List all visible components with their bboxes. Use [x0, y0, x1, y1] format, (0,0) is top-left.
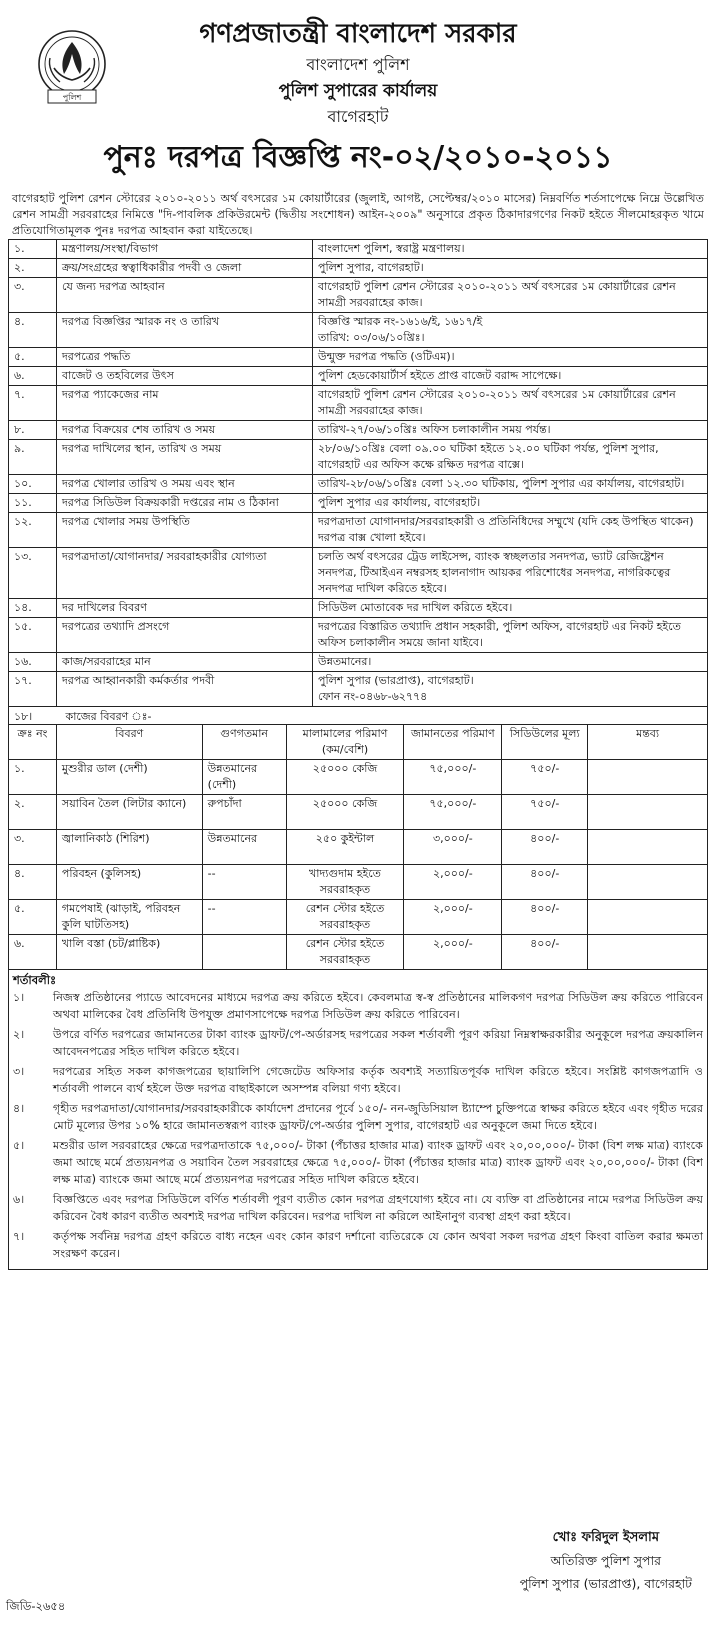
- info-value-line: সিডিউল মোতাবেক দর দাখিল করিতে হইবে।: [318, 601, 513, 614]
- info-row: [9, 440, 708, 475]
- info-row-label: দরপত্র খোলার তারিখ ও সময় এবং স্থান: [57, 475, 313, 494]
- info-row-label: দরপত্র প্যাকেজের নাম: [57, 386, 313, 421]
- condition-item: [13, 1228, 703, 1262]
- item-number: ১.: [9, 760, 57, 795]
- info-row: [9, 421, 708, 440]
- item-schedule-price: ৭৫০/-: [502, 795, 588, 830]
- info-row-label: দরপত্র খোলার সময় উপস্থিতি: [57, 513, 313, 548]
- condition-text: নিজস্ব প্রতিষ্ঠানের প্যাডে আবেদনের মাধ্যমে দরপত্র ক্রয় করিতে হইবে। কেবলমাত্র স্ব-স্ব প্রতিষ্ঠানের মালিকগণ দরপত্র সিডিউল ক্রয় করিতে পারিবেন অথবা মালিকের বৈধ প্রতিনিধি উপযুক্ত প্রমাণসাপেক্ষে দরপত্র সিডিউল ক্রয় করিতে পারিবেন।: [53, 991, 703, 1021]
- info-row-label: দরপত্রের পদ্ধতি: [57, 348, 313, 367]
- signatory-designation: অতিরিক্ত পুলিশ সুপার: [550, 1553, 661, 1568]
- work-table-header: মন্তব্য: [588, 725, 708, 760]
- info-row-number: ৫.: [9, 348, 57, 367]
- info-value-line: উন্নতমানের।: [318, 655, 372, 668]
- info-row-label: দরপত্র দাখিলের স্থান, তারিখ ও সময়: [57, 440, 313, 475]
- work-table-header: জামানতের পরিমাণ: [404, 725, 502, 760]
- info-row: [9, 259, 708, 278]
- item-security: ৭৫,০০০/-: [404, 795, 502, 830]
- work-table-row: [9, 935, 708, 970]
- work-table-header: মালামালের পরিমাণ (কম/বেশি): [286, 725, 404, 760]
- info-value-line: পুলিশ হেডকোয়ার্টার্স হইতে প্রাপ্ত বাজেট বরাদ্দ সাপেক্ষে।: [318, 369, 562, 382]
- work-table-row: [9, 760, 708, 795]
- info-value-line: দরপত্রের বিস্তারিত তথ্যাদি প্রধান সহকারী, পুলিশ অফিস, বাগেরহাট এর নিকট হইতে অফিস চলাকালীন সময়ে জানা যাইবে।: [318, 620, 681, 649]
- item-security: ৭৫,০০০/-: [404, 760, 502, 795]
- info-row-number: ৯.: [9, 440, 57, 475]
- condition-number: ৩।: [13, 1065, 25, 1078]
- item-description: সয়াবিন তৈল (লিটার ক্যানে): [56, 795, 202, 830]
- info-row-value: [313, 599, 708, 618]
- item-schedule-price: ৪০০/-: [502, 830, 588, 865]
- info-row-number: ১৬.: [9, 653, 57, 672]
- condition-item: [13, 1100, 703, 1134]
- item-schedule-price: ৪০০/-: [502, 935, 588, 970]
- item-quality: উন্নতমানের: [202, 830, 286, 865]
- item-description: গমপেষাই (ঝাড়াই, পরিবহন কুলি ঘাটতিসহ): [56, 900, 202, 935]
- info-row-label: দরপত্র সিডিউল বিক্রয়কারী দপ্তরের নাম ও ঠিকানা: [57, 494, 313, 513]
- info-row-value: [313, 240, 708, 259]
- item-number: ৫.: [9, 900, 57, 935]
- item-remark: [588, 760, 708, 795]
- info-row-value: [313, 278, 708, 313]
- info-row: [9, 653, 708, 672]
- condition-item: [13, 1191, 703, 1225]
- condition-number: ৬।: [13, 1193, 25, 1206]
- info-value-line-2: ফোন নং-০৪৬৮-৬২৭৭৪: [318, 690, 428, 703]
- intro-paragraph: বাগেরহাট পুলিশ রেশন স্টোরের ২০১০-২০১১ অর্থ বৎসরের ১ম কোয়ার্টারের (জুলাই, আগষ্ট, সেপ্টেম্বর/২০১০ মাসের) নিম্নবর্ণিত শর্তসাপেক্ষে নিম্নে উল্লেখিত রেশন সামগ্রী সরবরাহের নিমিত্তে "দি-পাবলিক প্রকিউরমেন্ট (দ্বিতীয় সংশোধন) আইন-২০০৯" অনুসারে প্রকৃত ঠিকাদারগণের নিকট হইতে সীলমোহরকৃত খামে প্রতিযোগিতামূলক পুনঃ দরপত্র আহবান করা যাইতেছে।: [12, 192, 704, 237]
- info-row: [9, 313, 708, 348]
- info-row-number: ১১.: [9, 494, 57, 513]
- notice-header: [8, 6, 708, 191]
- info-value-line-2: তারিখ: ০৩/০৬/১০খ্রিঃ।: [318, 331, 425, 344]
- info-row-number: ১.: [9, 240, 57, 259]
- item-schedule-price: ৪০০/-: [502, 900, 588, 935]
- notice-title: পুনঃ দরপত্র বিজ্ঞপ্তি নং-০২/২০১০-২০১১: [103, 140, 613, 175]
- work-table-row: [9, 795, 708, 830]
- info-row-value: [313, 513, 708, 548]
- info-value-line: বিজ্ঞপ্তি স্মারক নং-১৬১৬/ই, ১৬১৭/ই: [318, 315, 483, 328]
- signatory-name: খোঃ ফরিদুল ইসলাম: [552, 1530, 660, 1545]
- info-row-value: [313, 386, 708, 421]
- work-details-table: [8, 724, 708, 970]
- item-quality: [202, 935, 286, 970]
- tender-notice: [8, 6, 708, 1620]
- work-table-header: গুণগতমান: [202, 725, 286, 760]
- conditions-heading: শর্তাবলীঃ: [13, 973, 57, 987]
- condition-text: উপরে বর্ণিত দরপত্রের জামানতের টাকা ব্যাংক ড্রাফট/পে-অর্ডারসহ দরপত্রের সকল শর্তাবলী পূরণ করিয়া নিম্নস্বাক্ষরকারীর অনুকূলে দরপত্র ক্রয়কালিন আবেদনপত্রের সহিত দাখিল করিতে হইবে।: [53, 1028, 703, 1058]
- condition-number: ৫।: [13, 1139, 25, 1152]
- info-row-label: দরপত্র বিক্রয়ের শেষ তারিখ ও সময়: [57, 421, 313, 440]
- condition-text: দরপত্রের সহিত সকল কাগজপত্রের ছায়ালিপি গেজেটেড অফিসার কর্তৃক অবশ্যই সত্যায়িতপূর্বক দাখিল করিতে হইবে। সংশ্লিষ্ট কাগজপত্রাদি ও শর্তাবলী পালনে ব্যর্থ হইলে উক্ত দরপত্র বাছাইকালে অসম্পন্ন বলিয়া গণ্য হইবে।: [53, 1065, 703, 1095]
- info-row-value: [313, 421, 708, 440]
- info-value-line: চলতি অর্থ বৎসরের ট্রেড লাইসেন্স, ব্যাংক স্বচ্ছলতার সনদপত্র, ভ্যাট রেজিষ্ট্রেশন সনদপত্র, টিআইএন নম্বরসহ হালনাগাদ আয়কর পরিশোধের সনদপত্র, নাগরিকত্বের সনদপত্র দাখিল করিতে হইবে।: [318, 550, 671, 595]
- condition-text: গৃহীত দরপত্রদাতা/যোগানদার/সরবরাহকারীকে কার্যাদেশ প্রদানের পূর্বে ১৫০/- নন-জুডিসিয়াল ষ্ট্যাম্পে চুক্তিপত্রে স্বাক্ষর করিতে হইবে এবং গৃহীত দরের মোট মূল্যের উপর ১০% হারে জামানতস্বরূপ ব্যাংক ড্রাফট/পে-অর্ডার পুলিশ সুপার, বাগেরহাট এর অনুকূলে জমা দিতে হইবে।: [53, 1102, 703, 1132]
- info-row-label: দরপত্রদাতা/যোগানদার/ সরবরাহকারীর যোগ্যতা: [57, 548, 313, 599]
- condition-text: কর্তৃপক্ষ সর্বনিম্ন দরপত্র গ্রহণ করিতে বাধ্য নহেন এবং কোন কারণ দর্শানো ব্যতিরেকে যে কোন অথবা সকল দরপত্র গ্রহণ কিংবা বাতিল করার ক্ষমতা সংরক্ষণ করেন।: [53, 1230, 703, 1260]
- info-row-label: যে জন্য দরপত্র আহবান: [57, 278, 313, 313]
- condition-text: মশুরীর ডাল সরবরাহের ক্ষেত্রে দরপত্রদাতাকে ৭৫,০০০/- টাকা (পঁচাত্তর হাজার মাত্র) ব্যাংক ড্রাফট এবং ২০,০০,০০০/- টাকা (বিশ লক্ষ মাত্র) ব্যাংকে জমা আছে মর্মে প্রত্যয়নপত্র ও সয়াবিন তৈল সরবরাহের ক্ষেত্রে ৭৫,০০০/- টাকা (পঁচাত্তর হাজার মাত্র) ব্যাংক ড্রাফট এবং ২০,০০,০০০/- টাকা (বিশ লক্ষ মাত্র) ব্যাংকে জমা আছে মর্মে প্রত্যয়নপত্র দরপত্রের সহিত দাখিল করিতে হইবে।: [53, 1139, 703, 1186]
- info-row-number: ১৫.: [9, 618, 57, 653]
- item-remark: [588, 830, 708, 865]
- signatory-office: পুলিশ সুপার (ভারপ্রাপ্ত), বাগেরহাট: [519, 1576, 692, 1591]
- info-row-value: [313, 313, 708, 348]
- item-description: খালি বস্তা (চট/প্লাষ্টিক): [56, 935, 202, 970]
- info-row: [9, 348, 708, 367]
- info-row: [9, 513, 708, 548]
- info-row: [9, 599, 708, 618]
- info-value-line: বাংলাদেশ পুলিশ, স্বরাষ্ট্র মন্ত্রণালয়।: [318, 242, 465, 255]
- condition-text: বিজ্ঞপ্তিতে এবং দরপত্র সিডিউলে বর্ণিত শর্তাবলী পূরণ ব্যতীত কোন দরপত্র গ্রহণযোগ্য হইবে না। যে ব্যক্তি বা প্রতিষ্ঠানের নামে দরপত্র সিডিউল ক্রয় করিবেন বৈধ কারণ ব্যতীত অবশ্যই দরপত্র দাখিল করিবেন। দরপত্র দাখিল না করিলে আইনানুগ ব্যবস্থা গ্রহণ করা হইবে।: [53, 1193, 703, 1223]
- info-row-number: ৩.: [9, 278, 57, 313]
- condition-number: ১।: [13, 991, 25, 1004]
- item-quality: রুপচাঁদা: [202, 795, 286, 830]
- info-row: [9, 240, 708, 259]
- work-table-header: ক্রঃ নং: [9, 725, 57, 760]
- item-remark: [588, 900, 708, 935]
- item-quality: উন্নতমানের (দেশী): [202, 760, 286, 795]
- info-row: [9, 494, 708, 513]
- info-row: [9, 672, 708, 707]
- work-details-number: ১৮।: [14, 710, 33, 723]
- item-quantity: রেশন স্টোর হইতে সরবরাহকৃত: [286, 935, 404, 970]
- work-details-heading: [8, 707, 708, 724]
- item-quality: --: [202, 900, 286, 935]
- police-emblem-logo: [34, 28, 110, 108]
- info-row-value: [313, 440, 708, 475]
- info-row-value: [313, 494, 708, 513]
- info-row: [9, 386, 708, 421]
- info-value-line: উন্মুক্ত দরপত্র পদ্ধতি (ওটিএম)।: [318, 350, 455, 363]
- condition-number: ৭।: [13, 1230, 25, 1243]
- work-table-header: বিবরণ: [56, 725, 202, 760]
- info-row-label: দরপত্র বিজ্ঞপ্তির স্মারক নং ও তারিখ: [57, 313, 313, 348]
- svg-text:পুলিশ: পুলিশ: [62, 93, 82, 102]
- info-row-value: [313, 259, 708, 278]
- info-value-line: তারিখ-২৮/০৬/১০খ্রিঃ বেলা ১২.৩০ ঘটিকায়, পুলিশ সুপার এর কার্যালয়, বাগেরহাট।: [318, 477, 685, 490]
- item-description: মুশুরীর ডাল (দেশী): [56, 760, 202, 795]
- item-quality: --: [202, 865, 286, 900]
- info-value-line: বাগেরহাট পুলিশ রেশন স্টোরের ২০১০-২০১১ অর্থ বৎসরের ১ম কোয়ার্টারের রেশন সামগ্রী সরবরাহের কাজ।: [318, 388, 676, 417]
- info-row-label: দরপত্রের তথ্যাদি প্রসংগে: [57, 618, 313, 653]
- item-description: জ্বালানিকাঠ (শিরিশ): [56, 830, 202, 865]
- item-remark: [588, 865, 708, 900]
- info-row-value: [313, 653, 708, 672]
- info-value-line: দরপত্রদাতা যোগানদার/সরবরাহকারী ও প্রতিনিধিদের সম্মুখে (যদি কেহ উপস্থিত থাকেন) দরপত্র বাক্স খোলা হইবে।: [318, 515, 694, 544]
- info-row-number: ১৭.: [9, 672, 57, 707]
- info-row-value: [313, 367, 708, 386]
- info-value-line: পুলিশ সুপার এর কার্যালয়, বাগেরহাট।: [318, 496, 481, 509]
- condition-number: ৪।: [13, 1102, 25, 1115]
- work-table-row: [9, 900, 708, 935]
- item-quantity: ২৫০০০ কেজি: [286, 760, 404, 795]
- condition-item: [13, 1063, 703, 1097]
- info-row-number: ৮.: [9, 421, 57, 440]
- gd-number: জিডি-২৬৫৪: [6, 1599, 66, 1613]
- item-security: ৩,০০০/-: [404, 830, 502, 865]
- info-row: [9, 618, 708, 653]
- info-row-label: দর দাখিলের বিবরণ: [57, 599, 313, 618]
- info-value-line: পুলিশ সুপার (ভারপ্রাপ্ত), বাগেরহাট।: [318, 674, 474, 687]
- item-remark: [588, 935, 708, 970]
- info-row-number: ১৪.: [9, 599, 57, 618]
- item-security: ২,০০০/-: [404, 900, 502, 935]
- condition-item: [13, 1137, 703, 1188]
- info-row-label: বাজেট ও তহবিলের উৎস: [57, 367, 313, 386]
- info-value-line: তারিখ-২৭/০৬/১০খ্রিঃ অফিস চলাকালীন সময় পর্যন্ত।: [318, 423, 551, 436]
- info-row: [9, 278, 708, 313]
- info-value-line: ২৮/০৬/১০খ্রিঃ বেলা ০৯.০০ ঘটিকা হইতে ১২.০০ ঘটিকা পর্যন্ত, পুলিশ সুপার, বাগেরহাট এর অফিস কক্ষে রক্ষিত দরপত্র বাক্সে।: [318, 442, 659, 471]
- item-quantity: খাদ্যগুদাম হইতে সরবরাহকৃত: [286, 865, 404, 900]
- item-security: ২,০০০/-: [404, 865, 502, 900]
- item-number: ৪.: [9, 865, 57, 900]
- item-number: ৩.: [9, 830, 57, 865]
- district-name: বাগেরহাট: [327, 107, 389, 126]
- info-value-line: পুলিশ সুপার, বাগেরহাট।: [318, 261, 424, 274]
- item-quantity: ২৫০ কুইন্টাল: [286, 830, 404, 865]
- government-title: গণপ্রজাতন্ত্রী বাংলাদেশ সরকার: [199, 19, 517, 49]
- info-row: [9, 548, 708, 599]
- item-security: ২,০০০/-: [404, 935, 502, 970]
- item-quantity: রেশন স্টোর হইতে সরবরাহকৃত: [286, 900, 404, 935]
- info-row-value: [313, 475, 708, 494]
- info-row-value: [313, 618, 708, 653]
- info-row-value: [313, 348, 708, 367]
- condition-item: [13, 989, 703, 1023]
- signature-block: [520, 1526, 692, 1595]
- work-table-row: [9, 830, 708, 865]
- info-value-line: বাগেরহাট পুলিশ রেশন স্টোরের ২০১০-২০১১ অর্থ বৎসরের ১ম কোয়ার্টারের রেশন সামগ্রী সরবরাহের কাজ।: [318, 280, 676, 309]
- office-name: পুলিশ সুপারের কার্যালয়: [278, 81, 438, 101]
- conditions-section: [8, 970, 708, 1270]
- work-table-header: সিডিউলের মূল্য: [502, 725, 588, 760]
- work-details-label: কাজের বিবরণ ঃ-: [65, 710, 152, 723]
- condition-item: [13, 1026, 703, 1060]
- info-row-label: ক্রয়/সংগ্রহের স্বত্বাধিকারীর পদবী ও জেলা: [57, 259, 313, 278]
- info-row-number: ১০.: [9, 475, 57, 494]
- info-row-number: ৬.: [9, 367, 57, 386]
- info-row-number: ১৩.: [9, 548, 57, 599]
- info-row-number: ২.: [9, 259, 57, 278]
- item-description: পরিবহন (কুলিসহ): [56, 865, 202, 900]
- info-row-number: ৭.: [9, 386, 57, 421]
- item-schedule-price: ৪০০/-: [502, 865, 588, 900]
- department-name: বাংলাদেশ পুলিশ: [306, 55, 410, 74]
- info-row-value: [313, 548, 708, 599]
- info-row: [9, 475, 708, 494]
- info-row-label: মন্ত্রণালয়/সংস্থা/বিভাগ: [57, 240, 313, 259]
- info-row: [9, 367, 708, 386]
- info-row-number: ৪.: [9, 313, 57, 348]
- info-row-label: দরপত্র আহ্বানকারী কর্মকর্তার পদবী: [57, 672, 313, 707]
- info-row-label: কাজ/সরবরাহের মান: [57, 653, 313, 672]
- info-row-number: ১২.: [9, 513, 57, 548]
- work-table-row: [9, 865, 708, 900]
- item-schedule-price: ৭৫০/-: [502, 760, 588, 795]
- item-number: ২.: [9, 795, 57, 830]
- item-number: ৬.: [9, 935, 57, 970]
- tender-info-table: [8, 239, 708, 707]
- item-remark: [588, 795, 708, 830]
- condition-number: ২।: [13, 1028, 25, 1041]
- item-quantity: ২৫০০০ কেজি: [286, 795, 404, 830]
- info-row-value: [313, 672, 708, 707]
